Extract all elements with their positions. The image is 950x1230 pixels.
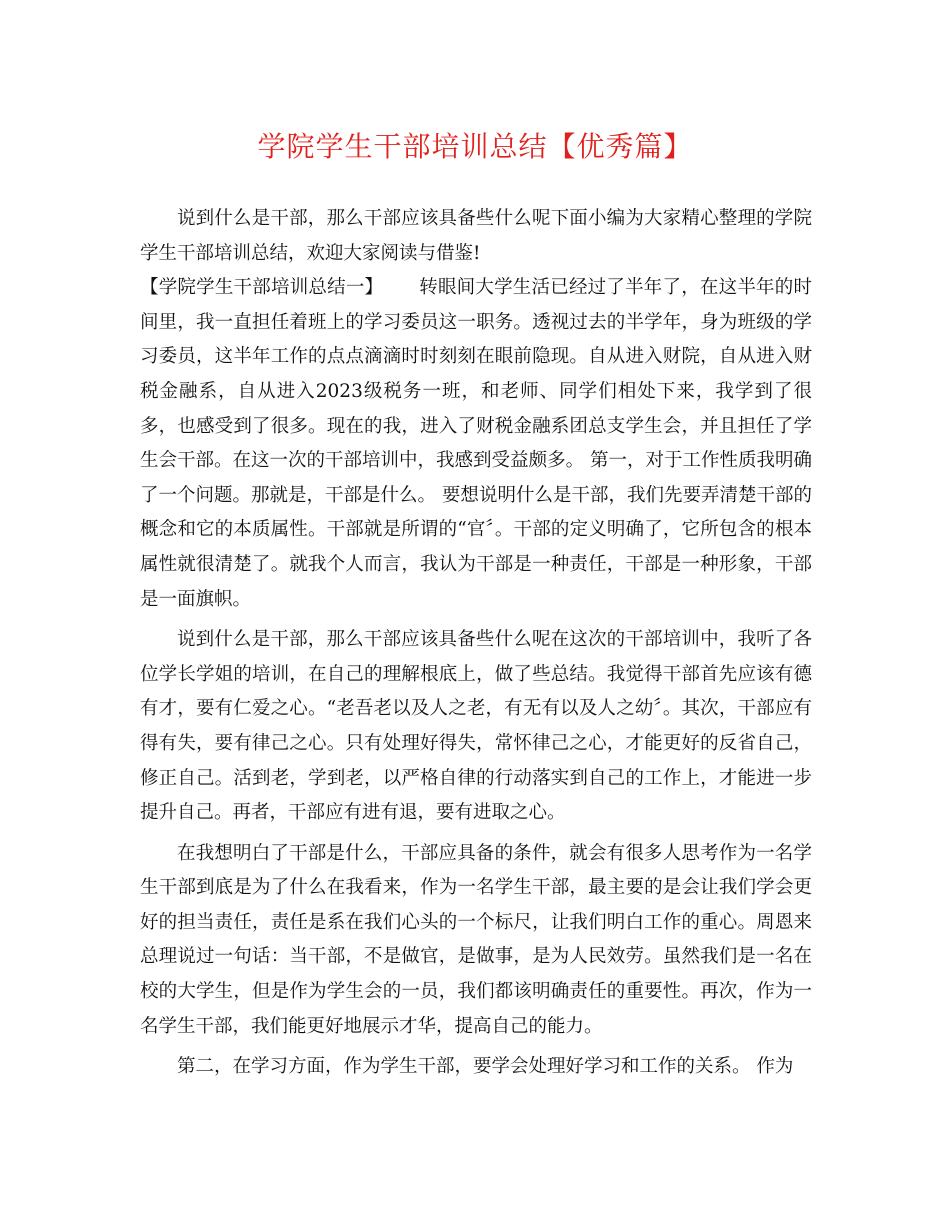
- section-paragraph: [140, 271, 812, 617]
- body-paragraph: 第二，在学习方面，作为学生干部，要学会处理好学习和工作的关系。 作为: [177, 1056, 794, 1078]
- body-paragraph: 在我想明白了干部是什么，干部应具备的条件，就会有很多人思考作为一名学生干部到底是为了什么在我看来，作为一名学生干部，最主要的是会让我们学会更好的担当责任，责任是系在我们心头的一个标尺，让我们明白工作的重心。周恩来总理说过一句话：当干部，不是做官，是做事，是为人民效劳。虽然我们是一名在校的大学生，但是作为学生会的一员，我们都该明确责任的重要性。再次，作为一名学生干部，我们能更好地展示才华，提高自己的能力。: [140, 842, 812, 1037]
- section-text: 转眼间大学生活已经过了半年了，在这半年的时间里，我一直担任着班上的学习委员这一职务。透视过去的半学年，身为班级的学习委员，这半年工作的点点滴滴时时刻刻在眼前隐现。自从进入财院，自从进入财税金融系，自从进入2023级税务一班，和老师、同学们相处下来，我学到了很多，也感受到了很多。现在的我，进入了财税金融系团总支学生会，并且担任了学生会干部。在这一次的干部培训中，我感到受益颇多。 第一，对于工作性质我明确了一个问题。那就是，干部是什么。 要想说明什么是干部，我们先要弄清楚干部的概念和它的本质属性。干部就是所谓的“官〞。干部的定义明确了，它所包含的根本属性就很清楚了。就我个人而言，我认为干部是一种责任，干部是一种形象，干部是一面旗帜。: [140, 277, 812, 610]
- document-body: [140, 202, 812, 1085]
- section-heading: 【学院学生干部培训总结一】: [140, 277, 384, 299]
- body-paragraph: 说到什么是干部，那么干部应该具备些什么呢在这次的干部培训中，我听了各位学长学姐的培训，在自己的理解根底上，做了些总结。我觉得干部首先应该有德有才，要有仁爱之心。“老吾老以及人之老，有无有以及人之幼〞。其次，干部应有得有失，要有律己之心。只有处理好得失，常怀律己之心，才能更好的反省自己，修正自己。活到老，学到老，以严格自律的行动落实到自己的工作上，才能进一步提升自己。再者，干部应有进有退，要有进取之心。: [140, 629, 812, 824]
- intro-paragraph: 说到什么是干部，那么干部应该具备些什么呢下面小编为大家精心整理的学院学生干部培训总结，欢迎大家阅读与借鉴!: [140, 208, 812, 264]
- document-title: 学院学生干部培训总结【优秀篇】: [257, 130, 693, 163]
